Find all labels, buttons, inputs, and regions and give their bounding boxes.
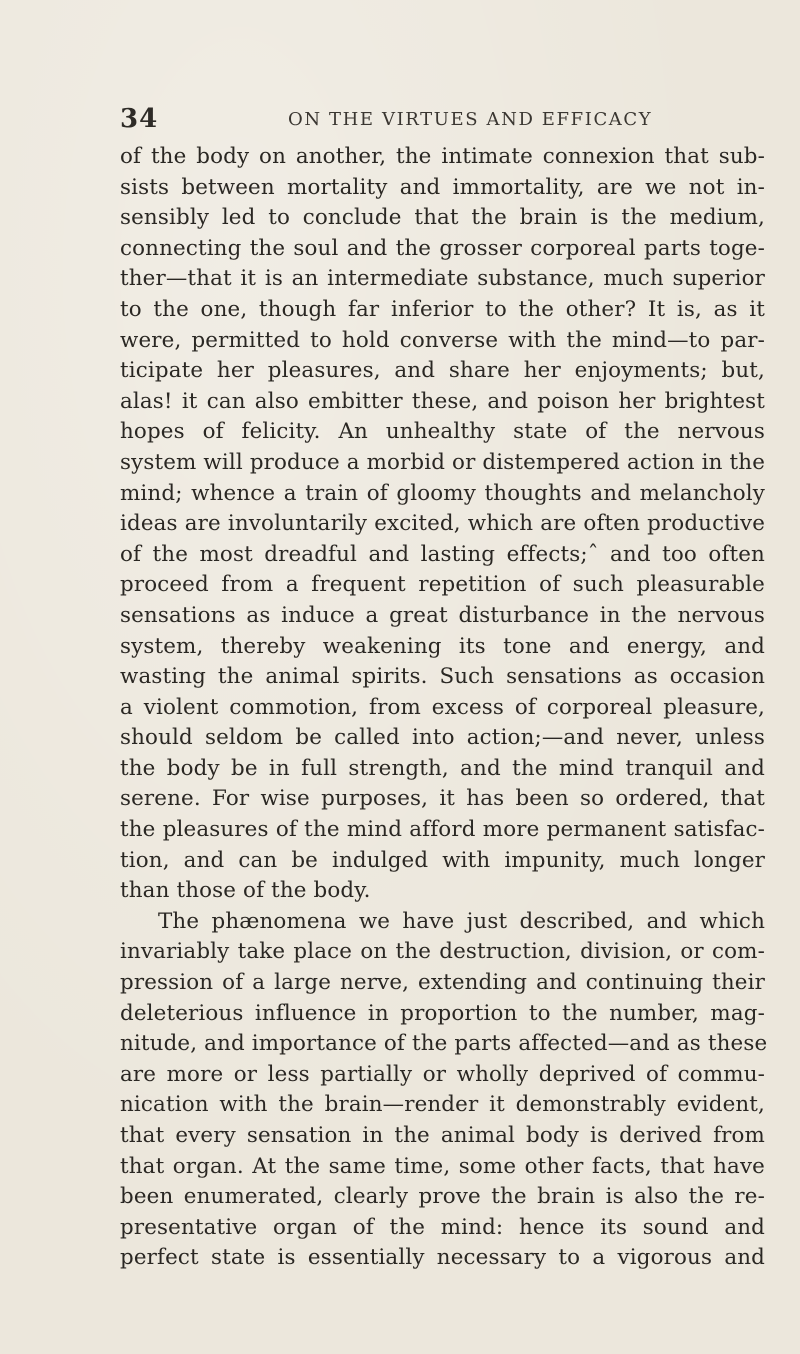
paragraph-start-line: The phænomena we have just described, and which xyxy=(158,908,765,934)
text-line: were, permitted to hold converse with the mind—to par- xyxy=(120,327,765,353)
text-line: the body be in full strength, and the mind tranquil and xyxy=(120,755,765,781)
page-header xyxy=(120,104,760,138)
text-line: nication with the brain—render it demonstrably evident, xyxy=(120,1092,765,1118)
text-line: mind; whence a train of gloomy thoughts and melancholy xyxy=(120,480,765,506)
text-line: sensibly led to conclude that the brain is the medium, xyxy=(120,205,765,231)
text-line: serene. For wise purposes, it has been so ordered, that xyxy=(120,786,765,812)
paragraph-end-line: than those of the body. xyxy=(120,878,371,904)
text-line: sists between mortality and immortality, are we not in- xyxy=(120,174,765,200)
text-line: ticipate her pleasures, and share her enjoyments; but, xyxy=(120,358,765,384)
text-line: pression of a large nerve, extending and continuing their xyxy=(120,970,765,996)
text-line: been enumerated, clearly prove the brain is also the re- xyxy=(120,1184,765,1210)
text-line: that every sensation in the animal body is derived from xyxy=(120,1123,765,1148)
text-line: that organ. At the same time, some other facts, that have xyxy=(120,1153,765,1179)
text-line: are more or less partially or wholly deprived of commu- xyxy=(120,1061,765,1087)
text-line: ther—that it is an intermediate substance, much superior xyxy=(120,266,765,292)
body-text xyxy=(120,142,768,1274)
page-number: 34 xyxy=(120,104,159,134)
text-line: of the most dreadful and lasting effects;ˆ and too often xyxy=(120,541,765,567)
text-line: system, thereby weakening its tone and energy, and xyxy=(120,633,765,659)
text-line: a violent commotion, from excess of corporeal pleasure, xyxy=(120,694,765,720)
text-line: the pleasures of the mind afford more permanent satisfac- xyxy=(120,817,765,843)
text-line: of the body on another, the intimate connexion that sub- xyxy=(120,144,765,169)
text-line: deleterious influence in proportion to the number, mag- xyxy=(120,1000,765,1026)
text-line: should seldom be called into action;—and never, unless xyxy=(120,725,765,751)
text-line: wasting the animal spirits. Such sensations as occasion xyxy=(120,664,765,690)
text-line: hopes of felicity. An unhealthy state of the nervous xyxy=(120,419,765,445)
text-line: nitude, and importance of the parts affected—and as these xyxy=(120,1031,768,1057)
text-line: invariably take place on the destruction, division, or com- xyxy=(120,939,765,965)
text-line: ideas are involuntarily excited, which are often productive xyxy=(120,511,765,537)
text-line: to the one, though far inferior to the other? It is, as it xyxy=(120,296,765,322)
text-line: perfect state is essentially necessary to a vigorous and xyxy=(120,1245,765,1271)
text-line: sensations as induce a great disturbance in the nervous xyxy=(120,602,765,628)
text-line: connecting the soul and the grosser corporeal parts toge- xyxy=(120,235,765,261)
text-line: system will produce a morbid or distempered action in the xyxy=(120,449,765,475)
text-line: presentative organ of the mind: hence its sound and xyxy=(120,1214,765,1240)
text-line: proceed from a frequent repetition of such pleasurable xyxy=(120,572,765,598)
text-line: alas! it can also embitter these, and poison her brightest xyxy=(120,388,765,414)
running-head: ON THE VIRTUES AND EFFICACY xyxy=(288,109,653,130)
text-line: tion, and can be indulged with impunity, much longer xyxy=(120,847,765,873)
